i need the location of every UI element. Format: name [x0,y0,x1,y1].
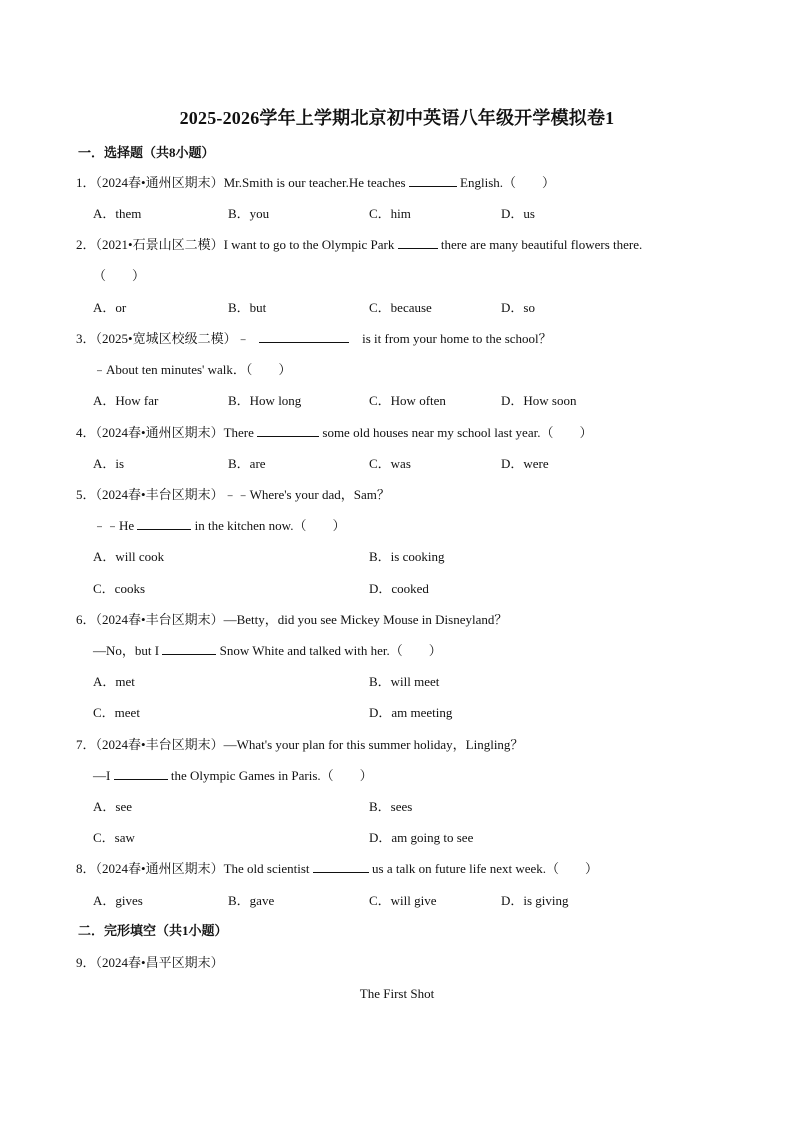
question-7-line2 [93,767,373,785]
question-number: 4． [76,425,96,440]
question-stem-end: the Olympic Games in Paris.（ ） [170,768,373,783]
question-number: 5． [76,487,96,502]
question-stem-end: in the kitchen now.（ ） [194,518,346,533]
option-b[interactable]: B．will meet [369,674,440,689]
question-6 [76,611,507,629]
question-stem: The old scientist [223,861,310,876]
question-stem-end: is it from your home to the school？ [362,331,552,346]
question-1 [76,174,555,192]
section-heading-choice: 一．选择题（共8小题） [78,145,215,160]
option-a[interactable]: A．see [93,799,132,814]
question-stem: ﹣ [236,331,250,346]
option-c[interactable]: C．was [369,456,411,471]
option-a[interactable]: A．them [93,206,142,221]
option-a[interactable]: A．will cook [93,549,165,564]
question-source: （2024春•丰台区期末） [95,737,224,752]
option-d[interactable]: D．us [501,206,535,221]
question-3-line2: ﹣About ten minutes' walk．（ ） [93,362,292,377]
question-4 [76,424,592,442]
option-a[interactable]: A．gives [93,893,143,908]
option-d[interactable]: D．cooked [369,581,429,596]
question-stem-end: there are many beautiful flowers there. [440,237,643,252]
option-b[interactable]: B．are [228,456,266,471]
option-b[interactable]: B．you [228,206,270,221]
option-d[interactable]: D．How soon [501,393,577,408]
answer-blank[interactable] [259,330,349,343]
question-number: 6． [76,612,96,627]
question-number: 1． [76,175,96,190]
question-stem-end: us a talk on future life next week.（ ） [372,861,599,876]
question-number: 8． [76,861,96,876]
option-b[interactable]: B．but [228,300,267,315]
question-number: 9． [76,955,96,970]
option-b[interactable]: B．How long [228,393,302,408]
question-source: （2024春•丰台区期末） [95,612,224,627]
option-b[interactable]: B．gave [228,893,275,908]
question-2-paren: （ ） [93,268,146,283]
option-c[interactable]: C．meet [93,705,140,720]
question-5 [76,486,390,504]
question-stem-end: some old houses near my school last year.（ ） [322,425,593,440]
option-c[interactable]: C．cooks [93,581,146,596]
question-stem: —What's your plan for this summer holiday，Lingling？ [223,737,524,752]
option-b[interactable]: B．is cooking [369,549,445,564]
question-source: （2021•石景山区二模） [95,237,224,252]
option-a[interactable]: A．or [93,300,127,315]
option-d[interactable]: D．is giving [501,893,569,908]
option-c[interactable]: C．because [369,300,432,315]
question-stem: I want to go to the Olympic Park [223,237,395,252]
question-stem: ﹣﹣He [93,518,135,533]
option-d[interactable]: D．were [501,456,549,471]
question-source: （2024春•昌平区期末） [95,955,224,970]
question-7 [76,736,523,754]
option-a[interactable]: A．is [93,456,125,471]
question-stem: ﹣﹣Where's your dad，Sam？ [223,487,390,502]
question-5-line2 [93,517,345,535]
question-9 [76,954,224,972]
option-d[interactable]: D．am meeting [369,705,453,720]
question-6-line2 [93,642,442,660]
option-c[interactable]: C．How often [369,393,446,408]
option-c[interactable]: C．will give [369,893,437,908]
question-source: （2025•宽城区校级二模） [95,331,237,346]
option-a[interactable]: A．How far [93,393,159,408]
option-d[interactable]: D．am going to see [369,830,474,845]
question-stem: There [223,425,254,440]
option-d[interactable]: D．so [501,300,535,315]
answer-blank[interactable] [137,517,191,530]
option-a[interactable]: A．met [93,674,135,689]
question-2 [76,236,642,254]
option-b[interactable]: B．sees [369,799,413,814]
section-heading-cloze: 二．完形填空（共1小题） [78,923,228,938]
answer-blank[interactable] [114,767,168,780]
question-8 [76,860,598,878]
answer-blank[interactable] [257,424,319,437]
question-stem: —Betty，did you see Mickey Mouse in Disneyland？ [223,612,508,627]
passage-title: The First Shot [359,986,435,1001]
question-3 [76,330,552,348]
question-source: （2024春•通州区期末） [95,425,224,440]
answer-blank[interactable] [409,174,457,187]
question-stem: —No，but I [93,643,160,658]
question-source: （2024春•通州区期末） [95,861,224,876]
answer-blank[interactable] [398,236,438,249]
question-number: 2． [76,237,96,252]
page-title: 2025-2026学年上学期北京初中英语八年级开学模拟卷1 [179,108,615,128]
question-stem: —I [93,768,111,783]
question-stem-end: English.（ ） [460,175,556,190]
question-source: （2024春•通州区期末） [95,175,224,190]
question-stem: Mr.Smith is our teacher.He teaches [223,175,406,190]
option-c[interactable]: C．saw [93,830,135,845]
question-stem-end: Snow White and talked with her.（ ） [219,643,442,658]
answer-blank[interactable] [162,642,216,655]
question-source: （2024春•丰台区期末） [95,487,224,502]
option-c[interactable]: C．him [369,206,411,221]
question-number: 7． [76,737,96,752]
question-number: 3． [76,331,96,346]
answer-blank[interactable] [313,860,369,873]
